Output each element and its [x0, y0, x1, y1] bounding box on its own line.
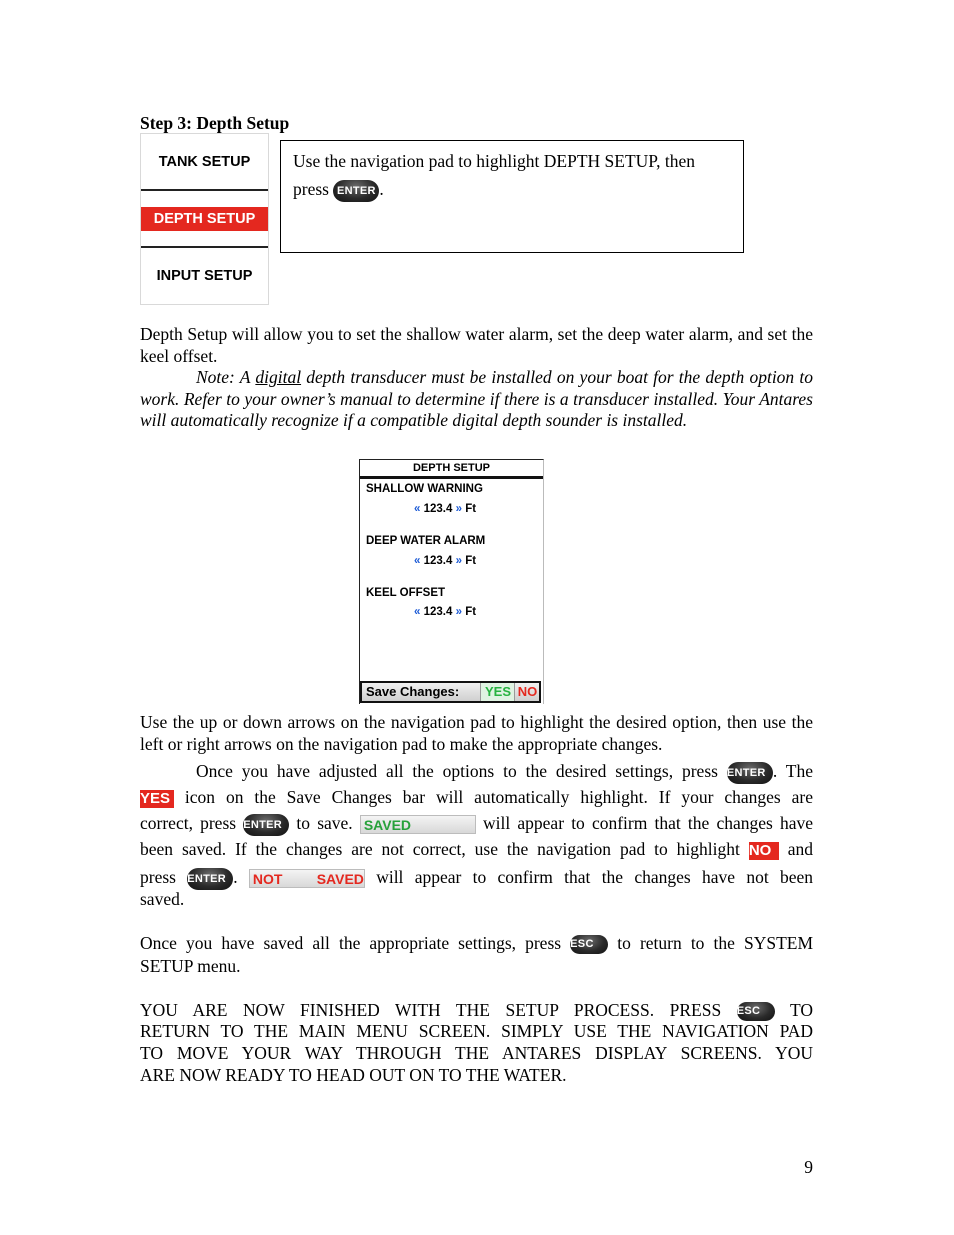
- right-arrow-icon[interactable]: »: [455, 503, 462, 515]
- enter-button-icon: ENTER: [333, 180, 379, 202]
- keel-offset-value[interactable]: « 123.4 » Ft: [414, 606, 477, 618]
- right-arrow-icon[interactable]: »: [455, 606, 462, 618]
- depth-setup-screen: [359, 459, 544, 704]
- intro-paragraph: Depth Setup will allow you to set the shallow water alarm, set the deep water alarm, and set the keel offset.: [140, 324, 813, 366]
- left-arrow-icon[interactable]: «: [414, 606, 421, 618]
- keel-offset-label: KEEL OFFSET: [366, 587, 446, 599]
- navigation-paragraph: Use the up or down arrows on the navigation pad to highlight the desired option, then use the left or right arrows on the navigation pad to make the appropriate changes.: [140, 712, 813, 754]
- title-rule: [360, 476, 543, 479]
- save-para-line-2: YES icon on the Save Changes bar will automatically highlight. If your changes are: [140, 787, 814, 807]
- instruction-callout: [280, 140, 744, 253]
- menu-divider: [141, 189, 268, 191]
- left-arrow-icon[interactable]: «: [414, 503, 421, 515]
- right-arrow-icon[interactable]: »: [455, 555, 462, 567]
- save-changes-bar: [360, 681, 541, 703]
- yes-icon: YES: [140, 790, 174, 808]
- save-changes-label: Save Changes:: [366, 684, 460, 699]
- screen-title: DEPTH SETUP: [412, 462, 490, 474]
- return-para-line-2: SETUP menu.: [140, 956, 241, 976]
- save-para-line-3: correct, press ENTER to save. SAVED will appear to confirm that the changes have: [140, 811, 813, 835]
- callout-text: Use the navigation pad to highlight DEPTH SETUP, then press ENTER .: [293, 147, 733, 203]
- shallow-warning-label: SHALLOW WARNING: [366, 483, 483, 495]
- no-icon: NO: [749, 842, 779, 860]
- menu-item-tank-setup[interactable]: TANK SETUP: [158, 154, 251, 170]
- save-para-line-6: saved.: [140, 889, 185, 909]
- section-heading: Step 3: Depth Setup: [140, 113, 290, 133]
- enter-button-icon: ENTER: [243, 814, 289, 836]
- left-arrow-icon[interactable]: «: [414, 555, 421, 567]
- menu-divider: [141, 246, 268, 248]
- deep-water-alarm-value[interactable]: « 123.4 » Ft: [414, 555, 477, 567]
- finish-para-line-2: RETURN TO THE MAIN MENU SCREEN. SIMPLY USE THE NAVIGATION PAD: [140, 1021, 813, 1041]
- deep-water-alarm-label: DEEP WATER ALARM: [366, 535, 486, 547]
- save-para-line-1: Once you have adjusted all the options to the desired settings, press ENTER . The: [196, 759, 813, 783]
- return-para-line-1: Once you have saved all the appropriate settings, press ESC to return to the SYSTEM: [140, 933, 814, 953]
- finish-para-line-3: TO MOVE YOUR WAY THROUGH THE ANTARES DISPLAY SCREENS. YOU: [140, 1043, 813, 1063]
- setup-menu-panel: [140, 133, 269, 305]
- enter-button-icon: ENTER: [727, 762, 773, 784]
- save-para-line-5: press ENTER . NOT SAVED will appear to confirm that the changes have not been: [140, 865, 813, 889]
- note-paragraph: Note: A digital depth transducer must be installed on your boat for the depth option to work. Refer to your owner’s manual to determine if there is a transducer installed. Your Antares will automatically recognize if a compatible digital depth sounder is installed.: [140, 367, 813, 430]
- finish-para-line-1: YOU ARE NOW FINISHED WITH THE SETUP PROCESS. PRESS ESC TO: [140, 1000, 813, 1020]
- esc-button-icon: ESC: [570, 935, 608, 954]
- menu-item-input-setup[interactable]: INPUT SETUP: [156, 268, 253, 284]
- menu-item-depth-setup[interactable]: DEPTH SETUP: [141, 207, 268, 231]
- save-para-line-4: been saved. If the changes are not correct, use the navigation pad to highlight NO and: [140, 839, 814, 859]
- not-saved-status-icon: NOT SAVED: [249, 869, 365, 888]
- shallow-warning-value[interactable]: « 123.4 » Ft: [414, 503, 477, 515]
- finish-para-line-4: ARE NOW READY TO HEAD OUT ON TO THE WATER.: [140, 1065, 567, 1085]
- save-yes-button[interactable]: YES: [480, 683, 515, 701]
- page-number: 9: [804, 1157, 813, 1177]
- save-no-button[interactable]: NO: [514, 683, 540, 701]
- enter-button-icon: ENTER: [187, 868, 233, 890]
- saved-status-icon: SAVED: [360, 815, 476, 834]
- esc-button-icon: ESC: [737, 1002, 775, 1021]
